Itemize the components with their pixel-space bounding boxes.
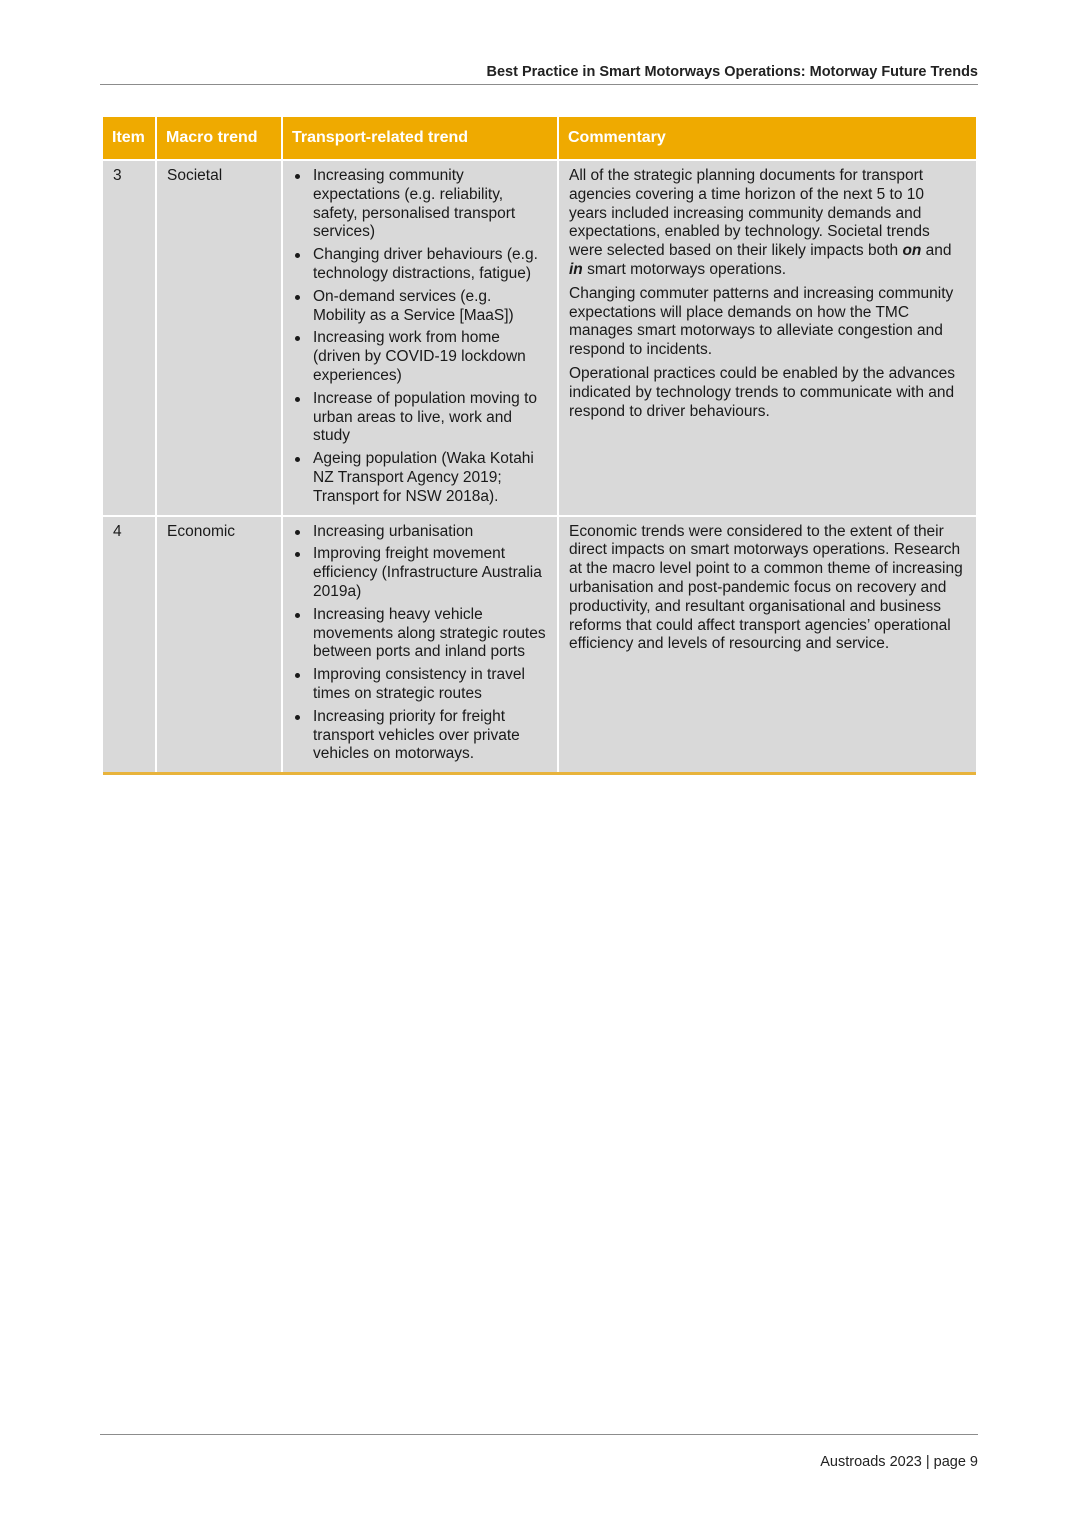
list-item: Ageing population (Waka Kotahi NZ Transport Agency 2019; Transport for NSW 2018a). <box>313 450 547 506</box>
trend-list <box>293 523 547 765</box>
list-item: Improving freight movement efficiency (Infrastructure Australia 2019a) <box>313 545 547 601</box>
list-item: Increase of population moving to urban areas to live, work and study <box>313 390 547 446</box>
emphasis-on: on <box>902 242 922 260</box>
commentary-paragraph <box>569 167 966 280</box>
trend-list <box>293 167 547 507</box>
page-footer: Austroads 2023 | page 9 <box>820 1454 978 1470</box>
table-row <box>103 160 976 516</box>
commentary-paragraph: Economic trends were considered to the extent of their direct impacts on smart motorways operations. Research at the macro level point to a common theme of increasing urbanisation and post-pandemic focus on recovery and productivity, and resultant organisational and business reforms that could affect transport agencies’ operational efficiency and levels of resourcing and service. <box>569 522 963 653</box>
running-header: Best Practice in Smart Motorways Operations: Motorway Future Trends <box>486 64 978 80</box>
commentary-text: smart motorways operations. <box>582 260 787 278</box>
column-header-macro-trend: Macro trend <box>156 117 282 160</box>
list-item: Increasing community expectations (e.g. reliability, safety, personalised transport services) <box>313 167 547 242</box>
commentary-cell <box>558 160 976 516</box>
commentary-text: All of the strategic planning documents for transport agencies covering a time horizon of the next 5 to 10 years included increasing community demands and expectations, enabled by technology. Societal trends were selected based on their likely impacts both <box>569 167 930 260</box>
commentary-cell <box>558 516 976 774</box>
table-row <box>103 516 976 774</box>
list-item: Improving consistency in travel times on strategic routes <box>313 666 547 704</box>
column-header-commentary: Commentary <box>558 117 976 160</box>
commentary-text: and <box>921 242 952 260</box>
transport-trends-cell <box>282 516 558 774</box>
commentary-paragraph: Changing commuter patterns and increasing community expectations will place demands on how the TMC manages smart motorways to alleviate congestion and respond to incidents. <box>569 284 954 359</box>
macro-trend: Economic <box>156 516 282 774</box>
list-item: On-demand services (e.g. Mobility as a Service [MaaS]) <box>313 288 547 326</box>
column-header-item: Item <box>103 117 156 160</box>
list-item: Increasing work from home (driven by COVID-19 lockdown experiences) <box>313 329 547 385</box>
column-header-transport-trend: Transport-related trend <box>282 117 558 160</box>
header-rule <box>100 84 978 85</box>
list-item: Increasing priority for freight transport vehicles over private vehicles on motorways. <box>313 708 547 764</box>
footer-rule <box>100 1434 978 1435</box>
item-number: 4 <box>103 516 156 774</box>
item-number: 3 <box>103 160 156 516</box>
transport-trends-cell <box>282 160 558 516</box>
list-item: Increasing heavy vehicle movements along strategic routes between ports and inland ports <box>313 605 546 661</box>
emphasis-in: in <box>569 260 583 278</box>
macro-trend: Societal <box>156 160 282 516</box>
table-header-row <box>103 117 976 160</box>
list-item: Increasing urbanisation <box>313 523 547 542</box>
list-item: Changing driver behaviours (e.g. technology distractions, fatigue) <box>313 246 547 284</box>
commentary-paragraph: Operational practices could be enabled by the advances indicated by technology trends to communicate with and respond to driver behaviours. <box>569 364 956 420</box>
trends-table <box>103 117 976 775</box>
